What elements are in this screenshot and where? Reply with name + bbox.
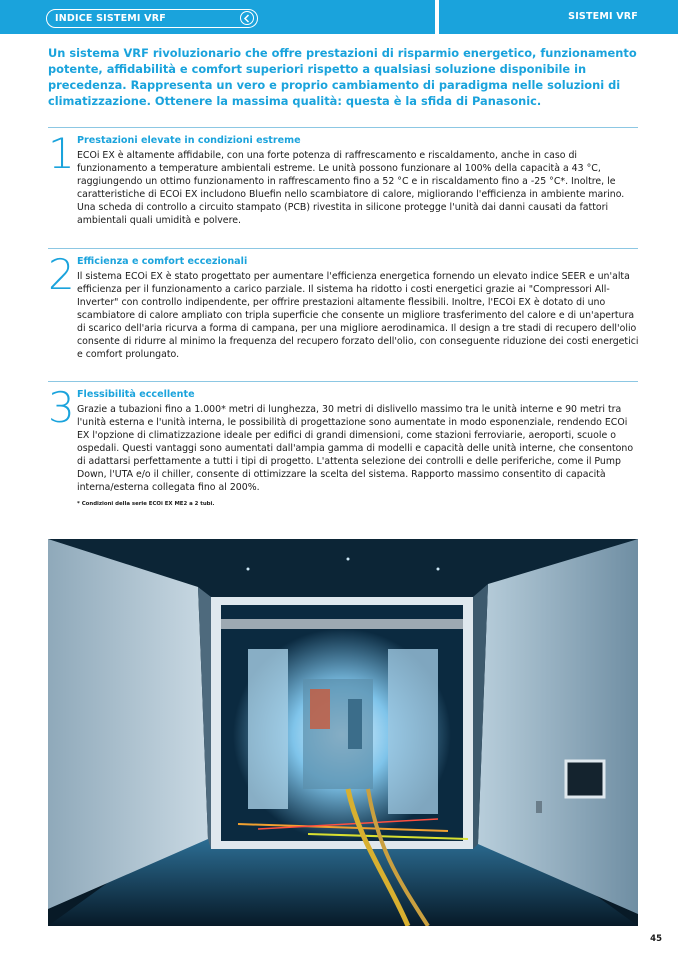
feature-block-3 — [48, 381, 638, 493]
feature-title: Flessibilità eccellente — [77, 389, 195, 400]
intro-text: Un sistema VRF rivoluzionario che offre prestazioni di risparmio energetico, funzionamento potente, affidabilità e comfort superiori rispetto a qualsiasi soluzione disponibile in precedenza. Rappresenta un vero e proprio cambiamento di paradigma nelle soluzioni di climatizzazione. Ottenere la massima qualità: questa è la sfida di Panasonic. — [48, 46, 637, 108]
feature-body: ECOi EX è altamente affidabile, con una forte potenza di raffrescamento e riscaldamento, anche in caso di funzionamento a temperature ambientali estreme. Le unità possono funzionare al 100% della capacità a 43 °C, raggiungendo un ottimo funzionamento in raffrescamento fino a 52 °C e in riscaldamento fino a -25 °C*. Inoltre, le caratteristiche di ECOi EX includono Bluefin nello scambiatore di calore, migliorando l'efficienza in ambiente marino. Una scheda di controllo a circuito stampato (PCB) rivestita in silicone protegge l'unità dai danni causati da fattori ambientali quali umidità e polvere. — [77, 150, 625, 226]
section-label: SISTEMI VRF — [568, 11, 638, 22]
page-number: 45 — [650, 934, 662, 944]
chevron-left-icon — [240, 11, 254, 25]
feature-title: Prestazioni elevate in condizioni estreme — [77, 135, 301, 146]
index-nav-button[interactable] — [46, 9, 258, 28]
feature-body: Grazie a tubazioni fino a 1.000* metri di lunghezza, 30 metri di dislivello massimo tra le unità interne e 90 metri tra l'unità esterna e l'unità interna, le possibilità di progettazione sono aumentate in modo esponenziale, rendendo ECOi EX l'opzione di climatizzazione ideale per edifici di grandi dimensioni, come stazioni ferroviarie, aeroporti, scuole o ospedali. Questi vantaggi sono aumentati dall'ampia gamma di modelli e capacità delle unità interne, che consentono di adattarsi perfettamente a tutti i tipi di progetto. L'attenta selezione dei controlli e delle periferiche, come il Pump Down, l'UTA e/o il chiller, consente di ottimizzare la scelta del sistema. Rapporto massimo consentito di capacità interna/esterna collegata fino al 200%. — [77, 404, 634, 493]
feature-title: Efficienza e comfort eccezionali — [77, 256, 248, 267]
feature-number: 1 — [48, 129, 75, 178]
feature-number: 2 — [48, 250, 75, 299]
top-bar — [0, 0, 678, 34]
feature-body: Il sistema ECOi EX è stato progettato per aumentare l'efficienza energetica fornendo un elevato indice SEER e un'alta efficienza per il funzionamento a carico parziale. Il sistema ha ridotto i costi energetici grazie ai "Compressori All-Inverter" con controllo indipendente, per offrire prestazioni altamente flessibili. Inoltre, l'ECOi EX è dotato di uno scambiatore di calore ampliato con tripla superficie che consente un migliore trasferimento del calore e di un'apertura di scarico dell'aria ricurva a forma di campana, per una migliore aerodinamica. Il design a tre stadi di recupero dell'olio consente di ridurre al minimo la frequenza del recupero forzato dell'olio, con conseguente riduzione dei costi energetici e comfort prolungato. — [77, 271, 639, 360]
footnote: * Condizioni della serie ECOi EX ME2 a 2 tubi. — [77, 501, 215, 507]
index-nav-label: INDICE SISTEMI VRF — [55, 13, 166, 24]
feature-block-1 — [48, 127, 638, 226]
header-divider — [435, 0, 439, 34]
feature-number: 3 — [48, 383, 75, 432]
feature-block-2 — [48, 248, 639, 360]
test-chamber-photo — [48, 539, 638, 926]
